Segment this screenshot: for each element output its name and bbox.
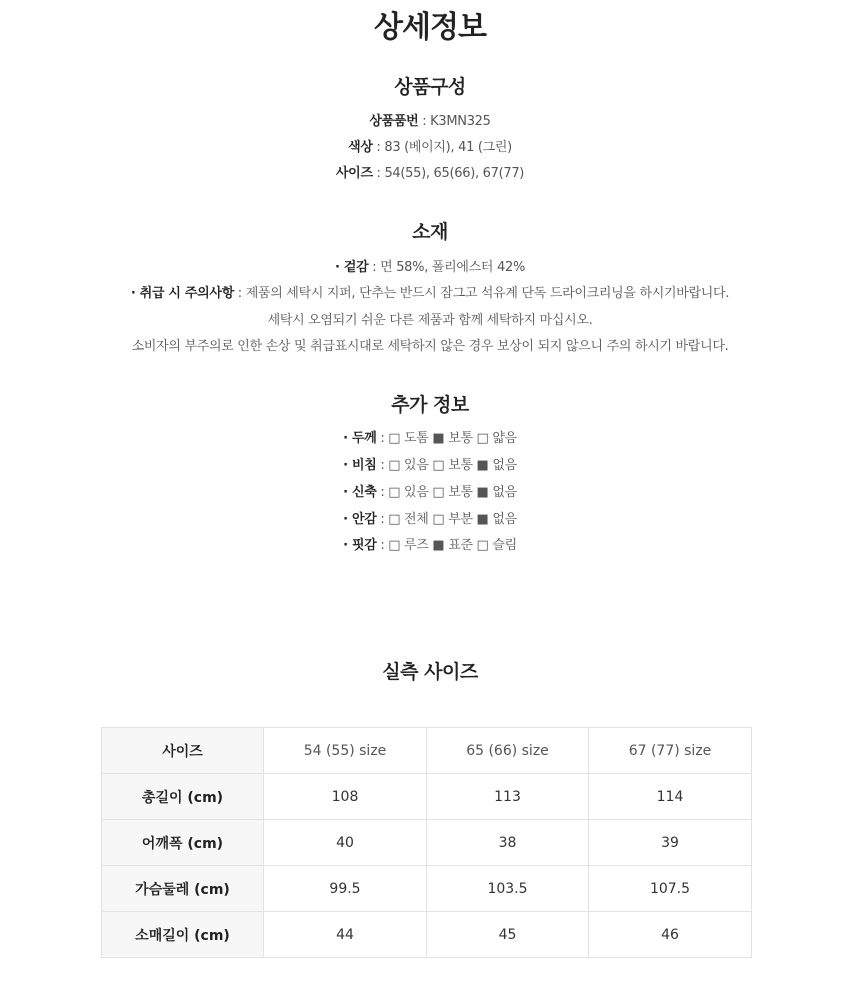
- composition-value: 83 (베이지), 41 (그린): [384, 140, 512, 155]
- table-cell: 44: [264, 912, 427, 958]
- composition-row-code: 상품품번 : K3MN325: [369, 114, 491, 129]
- table-row: [102, 820, 752, 866]
- extra-value: □ 있음 □ 보통 ■ 없음: [388, 485, 517, 500]
- extra-value: □ 있음 □ 보통 ■ 없음: [388, 458, 517, 473]
- composition-label: 사이즈: [335, 166, 373, 181]
- table-row: [102, 912, 752, 958]
- material-care-line2: 세탁시 오염되기 쉬운 다른 제품과 함께 세탁하지 마십시오.: [267, 313, 593, 328]
- size-chart-heading: 실측 사이즈: [382, 661, 478, 683]
- composition-label: 색상: [348, 140, 373, 155]
- material-care-value: 제품의 세탁시 지퍼, 단추는 반드시 잠그고 석유계 단독 드라이크리닝을 하시기바랍니다.: [245, 286, 730, 301]
- composition-value: 54(55), 65(66), 67(77): [384, 166, 525, 181]
- composition-heading: 상품구성: [394, 76, 466, 98]
- extra-row-lining: · 안감 : □ 전체 □ 부분 ■ 없음: [343, 512, 517, 527]
- table-cell: 46: [589, 912, 752, 958]
- table-cell: 38: [427, 820, 589, 866]
- extra-row-thickness: · 두께 : □ 도톰 ■ 보통 □ 얇음: [343, 431, 517, 446]
- header-cell: 54 (55) size: [264, 728, 427, 774]
- extra-row-stretch: · 신축 : □ 있음 □ 보통 ■ 없음: [343, 485, 517, 500]
- header-cell: 사이즈: [102, 728, 264, 774]
- extra-label: · 안감: [343, 512, 377, 527]
- material-care-label: · 취급 시 주의사항: [130, 286, 234, 301]
- table-cell: 108: [264, 774, 427, 820]
- material-care: · 취급 시 주의사항 : 제품의 세탁시 지퍼, 단추는 반드시 잠그고 석유계 단독 드라이크리닝을 하시기바랍니다.: [130, 286, 730, 301]
- header-cell: 67 (77) size: [589, 728, 752, 774]
- size-table: [101, 727, 752, 958]
- material-outer-value: 면 58%, 폴리에스터 42%: [380, 260, 525, 275]
- extra-value: □ 전체 □ 부분 ■ 없음: [388, 512, 517, 527]
- table-cell: 107.5: [589, 866, 752, 912]
- extra-label: · 신축: [343, 485, 377, 500]
- extra-label: · 핏감: [343, 538, 377, 553]
- material-outer: · 겉감 : 면 58%, 폴리에스터 42%: [334, 260, 525, 275]
- extra-row-sheerness: · 비침 : □ 있음 □ 보통 ■ 없음: [343, 458, 517, 473]
- composition-row-color: 색상 : 83 (베이지), 41 (그린): [348, 140, 512, 155]
- row-label: 소매길이 (cm): [102, 912, 264, 958]
- material-outer-label: · 겉감: [334, 260, 369, 275]
- extra-row-fit: · 핏감 : □ 루즈 ■ 표준 □ 슬림: [343, 538, 517, 553]
- material-care-line3: 소비자의 부주의로 인한 손상 및 취급표시대로 세탁하지 않은 경우 보상이 되지 않으니 주의 하시기 바랍니다.: [131, 339, 729, 354]
- composition-label: 상품품번: [369, 114, 419, 129]
- composition-value: K3MN325: [430, 114, 491, 129]
- header-cell: 65 (66) size: [427, 728, 589, 774]
- table-cell: 45: [427, 912, 589, 958]
- table-header-row: [102, 728, 752, 774]
- table-cell: 103.5: [427, 866, 589, 912]
- table-cell: 99.5: [264, 866, 427, 912]
- extra-value: □ 도톰 ■ 보통 □ 얇음: [388, 431, 517, 446]
- row-label: 어깨폭 (cm): [102, 820, 264, 866]
- composition-row-size: 사이즈 : 54(55), 65(66), 67(77): [335, 166, 525, 181]
- table-cell: 40: [264, 820, 427, 866]
- table-cell: 113: [427, 774, 589, 820]
- table-cell: 39: [589, 820, 752, 866]
- table-row: [102, 866, 752, 912]
- extra-label: · 비침: [343, 458, 377, 473]
- table-cell: 114: [589, 774, 752, 820]
- page-title: 상세정보: [374, 10, 486, 45]
- row-label: 가슴둘레 (cm): [102, 866, 264, 912]
- extra-label: · 두께: [343, 431, 377, 446]
- extra-heading: 추가 정보: [391, 394, 469, 416]
- material-heading: 소재: [412, 221, 448, 243]
- table-row: [102, 774, 752, 820]
- row-label: 총길이 (cm): [102, 774, 264, 820]
- extra-value: □ 루즈 ■ 표준 □ 슬림: [388, 538, 517, 553]
